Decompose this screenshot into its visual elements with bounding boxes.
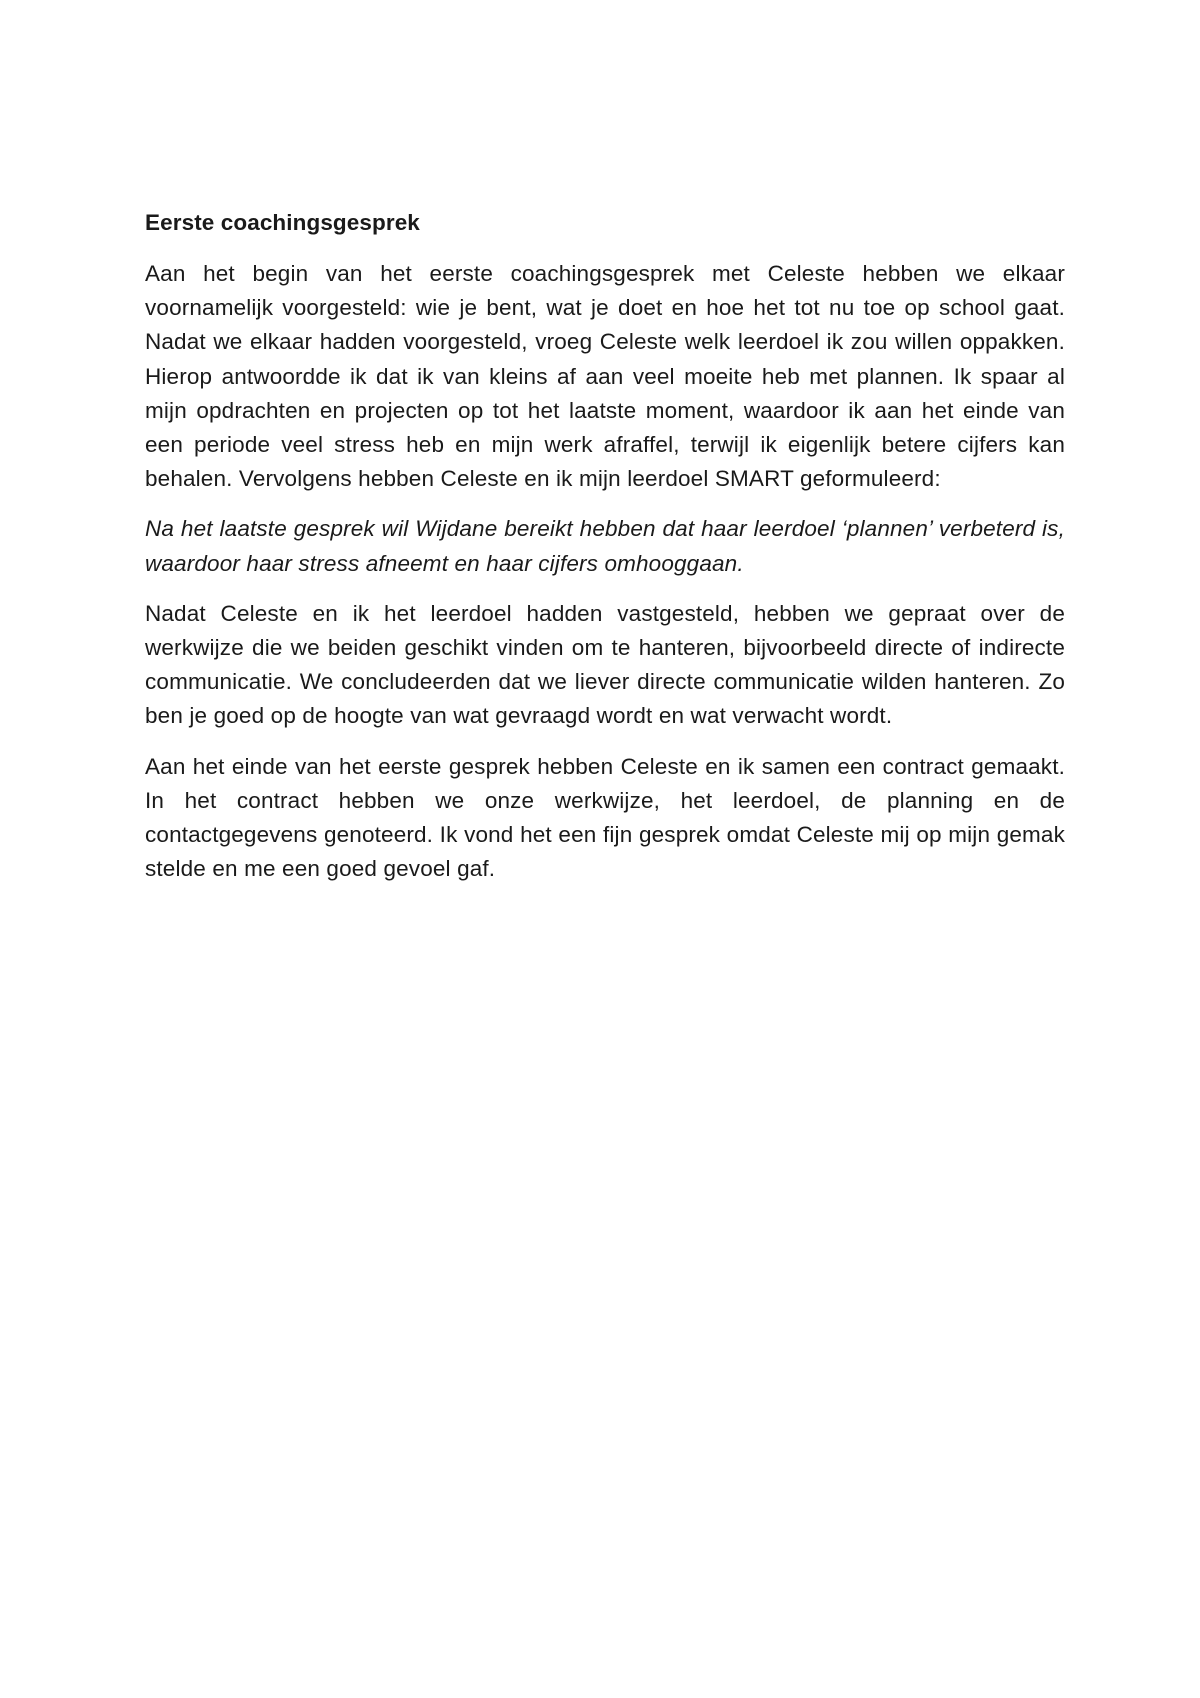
document-heading: Eerste coachingsgesprek xyxy=(145,210,420,235)
paragraph-intro: Aan het begin van het eerste coachingsgesprek met Celeste hebben we elkaar voornamelijk voorgesteld: wie je bent, wat je doet en hoe het tot nu toe op school gaat. Nadat we elkaar hadden voorgesteld, vroeg Celeste welk leerdoel ik zou willen oppakken. Hierop antwoordde ik dat ik van kleins af aan veel moeite heb met plannen. Ik spaar al mijn opdrachten en projecten op tot het laatste moment, waardoor ik aan het einde van een periode veel stress heb en mijn werk afraffel, terwijl ik eigenlijk betere cijfers kan behalen. Vervolgens hebben Celeste en ik mijn leerdoel SMART geformuleerd: xyxy=(145,261,1065,492)
paragraph-working-method: Nadat Celeste en ik het leerdoel hadden vastgesteld, hebben we gepraat over de werkwijze die we beiden geschikt vinden om te hanteren, bijvoorbeeld directe of indirecte communicatie. We concludeerden dat we liever directe communicatie wilden hanteren. Zo ben je goed op de hoogte van wat gevraagd wordt en wat verwacht wordt. xyxy=(145,600,1065,729)
paragraph-smart-goal: Na het laatste gesprek wil Wijdane bereikt hebben dat haar leerdoel ‘plannen’ verbeterd is, waardoor haar stress afneemt en haar cijfers omhooggaan. xyxy=(145,516,1065,576)
document-page xyxy=(145,208,1065,902)
paragraph-contract: Aan het einde van het eerste gesprek hebben Celeste en ik samen een contract gemaakt. In het contract hebben we onze werkwijze, het leerdoel, de planning en de contactgegevens genoteerd. Ik vond het een fijn gesprek omdat Celeste mij op mijn gemak stelde en me een goed gevoel gaf. xyxy=(145,753,1065,882)
